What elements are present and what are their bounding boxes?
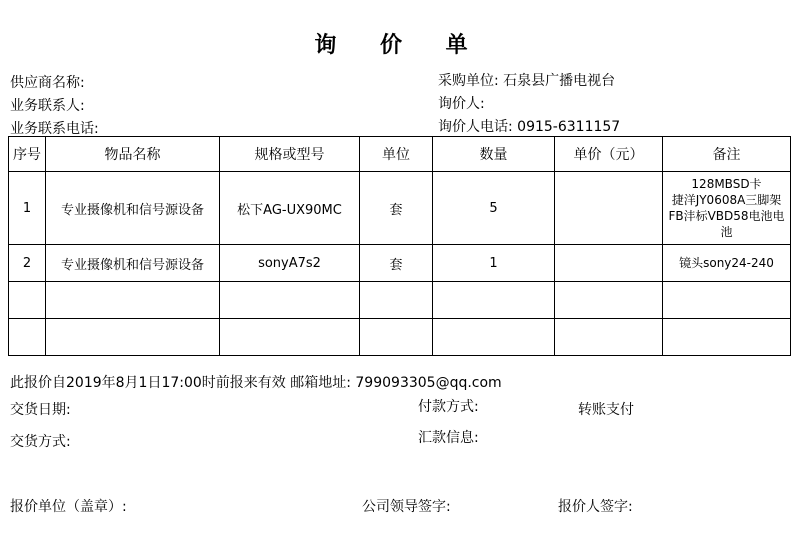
cell-empty [360,319,433,356]
cell-empty [555,282,663,319]
cell-remark [663,245,791,282]
inquirer-phone-label: 询价人电话: [438,119,513,135]
remittance-info-label: 汇款信息: [418,430,479,446]
cell-empty [663,319,791,356]
quote-unit-seal-label: 报价单位（盖章）: [10,499,127,515]
cell-empty [9,282,46,319]
cell-empty [46,319,220,356]
cell-empty [433,282,555,319]
cell-unit: 套 [360,245,433,282]
supplier-name-label: 供应商名称: [10,75,85,91]
delivery-date-label: 交货日期: [10,402,71,418]
cell-item-name: 专业摄像机和信号源设备 [46,172,220,245]
quoter-signature-label: 报价人签字: [558,499,633,515]
validity-note: 此报价自2019年8月1日17:00时前报来有效 邮箱地址: 799093305@qq.com [10,375,502,391]
payment-method-value: 转账支付 [578,402,634,418]
col-header-item-name: 物品名称 [46,137,220,172]
remark-line: 捷洋JY0608A三脚架 [671,193,782,207]
inquirer-phone-value: 0915-6311157 [517,119,621,135]
cell-empty [220,319,360,356]
cell-index: 2 [9,245,46,282]
cell-spec: 松下AG-UX90MC [220,172,360,245]
leader-signature-label: 公司领导签字: [362,499,451,515]
cell-empty [220,282,360,319]
cell-unit-price[interactable] [555,172,663,245]
remark-line: 池 [720,225,733,239]
remark-line: 128MBSD卡 [691,177,762,191]
table-row-empty [9,282,791,319]
col-header-spec: 规格或型号 [220,137,360,172]
table-row-empty [9,319,791,356]
cell-index: 1 [9,172,46,245]
page-title: 询 价 单 [314,33,486,58]
inquirer-label: 询价人: [438,96,485,112]
cell-remark [663,172,791,245]
table-row [9,245,791,282]
cell-empty [555,319,663,356]
cell-quantity: 1 [433,245,555,282]
col-header-remark: 备注 [663,137,791,172]
purchasing-unit-value: 石泉县广播电视台 [503,73,616,89]
table-header-row [9,137,791,172]
remark-line: 镜头sony24-240 [679,256,774,270]
cell-quantity: 5 [433,172,555,245]
purchasing-unit-label: 采购单位: [438,73,499,89]
business-phone-label: 业务联系电话: [10,121,99,137]
cell-unit: 套 [360,172,433,245]
payment-method-label: 付款方式: [418,399,479,415]
business-contact-label: 业务联系人: [10,98,85,114]
cell-spec: sonyA7s2 [220,245,360,282]
purchasing-unit [438,70,615,90]
delivery-method-label: 交货方式: [10,434,71,450]
quote-table [8,136,791,356]
cell-unit-price[interactable] [555,245,663,282]
cell-empty [9,319,46,356]
remark-line: FB沣标VBD58电池电 [668,209,785,223]
col-header-unit: 单位 [360,137,433,172]
cell-empty [433,319,555,356]
col-header-quantity: 数量 [433,137,555,172]
cell-item-name: 专业摄像机和信号源设备 [46,245,220,282]
cell-empty [360,282,433,319]
table-row [9,172,791,245]
inquirer-phone [438,116,620,136]
col-header-unit-price: 单价（元） [555,137,663,172]
col-header-index: 序号 [9,137,46,172]
cell-empty [663,282,791,319]
cell-empty [46,282,220,319]
